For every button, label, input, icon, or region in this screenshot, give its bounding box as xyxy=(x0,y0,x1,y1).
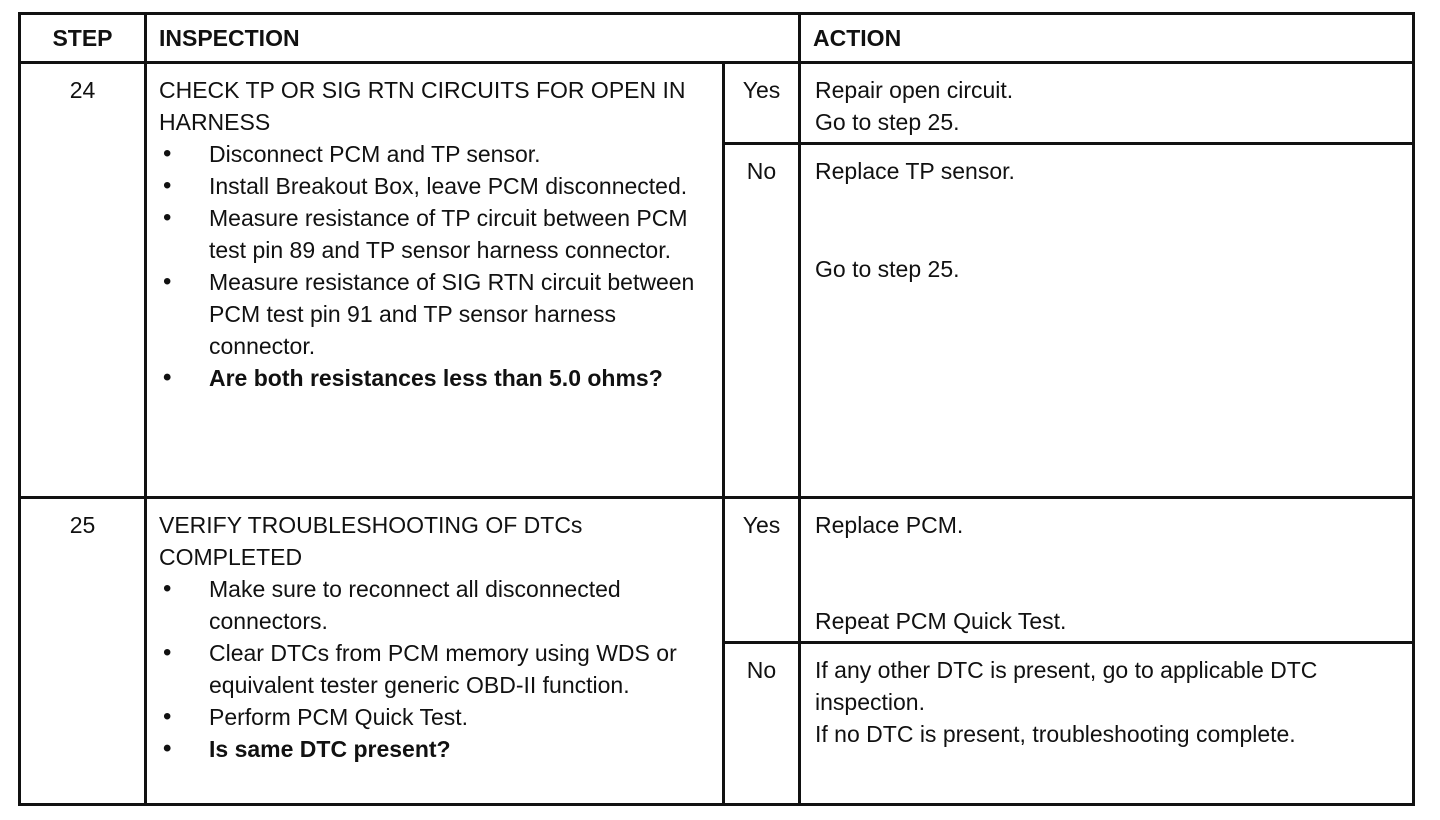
diagnostic-table xyxy=(18,12,1415,806)
inspection-cell xyxy=(146,63,724,498)
inspection-question: • Is same DTC present? xyxy=(159,733,714,765)
inspection-bullet: • Make sure to reconnect all disconnected connectors. xyxy=(159,573,714,637)
inspection-bullet: • Install Breakout Box, leave PCM disconnected. xyxy=(159,170,714,202)
header-row xyxy=(20,14,1414,63)
action-line: Replace PCM. xyxy=(815,512,964,538)
inspection-cell xyxy=(146,498,724,805)
action-spacer xyxy=(815,541,1402,605)
yes-action xyxy=(800,498,1414,643)
inspection-question: • Are both resistances less than 5.0 ohms? xyxy=(159,362,714,394)
inspection-bullet: • Perform PCM Quick Test. xyxy=(159,701,714,733)
inspection-title: CHECK TP OR SIG RTN CIRCUITS FOR OPEN IN HARNESS xyxy=(159,77,686,135)
header-inspection-label: INSPECTION xyxy=(159,25,300,51)
action-line: If any other DTC is present, go to applicable DTC inspection. xyxy=(815,657,1318,715)
step-25-yes-row xyxy=(20,498,1414,643)
step-number: 25 xyxy=(20,498,146,805)
action-line: Repeat PCM Quick Test. xyxy=(815,608,1067,634)
yes-action xyxy=(800,63,1414,144)
step-number: 24 xyxy=(20,63,146,498)
inspection-title: VERIFY TROUBLESHOOTING OF DTCs COMPLETED xyxy=(159,512,583,570)
action-spacer xyxy=(815,187,1402,253)
action-line: Go to step 25. xyxy=(815,109,960,135)
header-inspection xyxy=(146,14,800,63)
action-line: Repair open circuit. xyxy=(815,77,1014,103)
action-line: Replace TP sensor. xyxy=(815,158,1015,184)
yes-label: Yes xyxy=(724,498,800,643)
action-line: Go to step 25. xyxy=(815,256,960,282)
no-action xyxy=(800,144,1414,498)
header-action xyxy=(800,14,1414,63)
inspection-bullet: • Measure resistance of SIG RTN circuit between PCM test pin 91 and TP sensor harness connector. xyxy=(159,266,714,362)
yes-label: Yes xyxy=(724,63,800,144)
header-step: STEP xyxy=(20,14,146,63)
action-line: If no DTC is present, troubleshooting complete. xyxy=(815,721,1296,747)
header-action-label: ACTION xyxy=(813,25,902,51)
no-action xyxy=(800,643,1414,805)
inspection-bullet: • Disconnect PCM and TP sensor. xyxy=(159,138,714,170)
inspection-bullet: • Measure resistance of TP circuit between PCM test pin 89 and TP sensor harness connector. xyxy=(159,202,714,266)
inspection-bullet: • Clear DTCs from PCM memory using WDS or equivalent tester generic OBD-II function. xyxy=(159,637,714,701)
inspection-bullets xyxy=(159,138,714,394)
step-24-yes-row xyxy=(20,63,1414,144)
no-label: No xyxy=(724,643,800,805)
no-label: No xyxy=(724,144,800,498)
inspection-bullets xyxy=(159,573,714,765)
